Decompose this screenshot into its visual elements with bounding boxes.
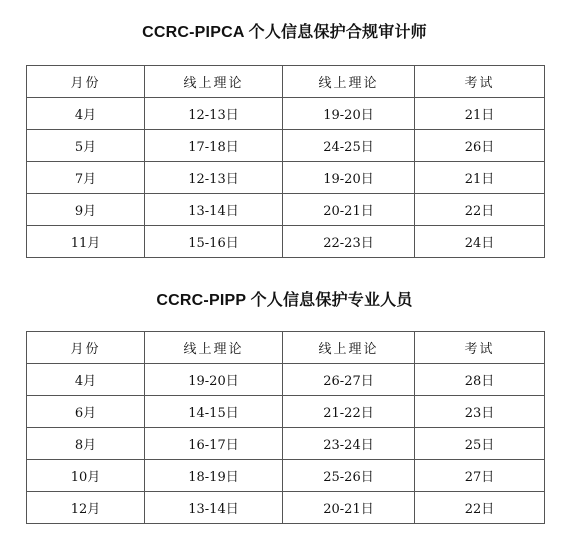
cell-online-theory-1: 14-15日 [145,396,283,428]
cell-online-theory-2: 21-22日 [283,396,415,428]
cell-online-theory-2: 24-25日 [283,130,415,162]
cell-online-theory-1: 13-14日 [145,492,283,524]
cell-month: 10月 [27,460,145,492]
cell-month: 7月 [27,162,145,194]
schedule-table-pipca [26,65,545,258]
table-row [27,460,545,492]
table-row [27,130,545,162]
cell-online-theory-1: 12-13日 [145,162,283,194]
cell-month: 4月 [27,98,145,130]
cell-month: 5月 [27,130,145,162]
cell-exam: 22日 [415,492,545,524]
header-month: 月份 [27,332,145,364]
cell-online-theory-1: 12-13日 [145,98,283,130]
cell-online-theory-2: 25-26日 [283,460,415,492]
cell-month: 9月 [27,194,145,226]
table-row [27,364,545,396]
cell-month: 11月 [27,226,145,258]
cell-exam: 21日 [415,162,545,194]
cell-online-theory-2: 19-20日 [283,98,415,130]
table-row [27,428,545,460]
cell-exam: 22日 [415,194,545,226]
section-title-pipp: CCRC-PIPP 个人信息保护专业人员 [156,292,413,309]
cell-online-theory-2: 22-23日 [283,226,415,258]
cell-online-theory-1: 19-20日 [145,364,283,396]
table-header-row [27,332,545,364]
cell-online-theory-2: 20-21日 [283,492,415,524]
table-row [27,194,545,226]
table-row [27,226,545,258]
cell-online-theory-1: 18-19日 [145,460,283,492]
header-online-theory-2: 线上理论 [283,332,415,364]
cell-online-theory-1: 15-16日 [145,226,283,258]
cell-exam: 28日 [415,364,545,396]
cell-exam: 21日 [415,98,545,130]
section-title-pipca: CCRC-PIPCA 个人信息保护合规审计师 [142,24,427,41]
cell-online-theory-2: 26-27日 [283,364,415,396]
header-online-theory-1: 线上理论 [145,332,283,364]
cell-month: 12月 [27,492,145,524]
cell-online-theory-1: 13-14日 [145,194,283,226]
cell-month: 8月 [27,428,145,460]
cell-exam: 23日 [415,396,545,428]
cell-online-theory-1: 17-18日 [145,130,283,162]
table-header-row [27,66,545,98]
schedule-table-pipp [26,331,545,524]
header-month: 月份 [27,66,145,98]
cell-month: 4月 [27,364,145,396]
cell-month: 6月 [27,396,145,428]
table-row [27,162,545,194]
cell-exam: 26日 [415,130,545,162]
cell-online-theory-1: 16-17日 [145,428,283,460]
cell-online-theory-2: 20-21日 [283,194,415,226]
header-exam: 考试 [415,332,545,364]
table-row [27,98,545,130]
cell-exam: 27日 [415,460,545,492]
cell-exam: 25日 [415,428,545,460]
cell-exam: 24日 [415,226,545,258]
cell-online-theory-2: 19-20日 [283,162,415,194]
header-exam: 考试 [415,66,545,98]
table-row [27,396,545,428]
table-row [27,492,545,524]
cell-online-theory-2: 23-24日 [283,428,415,460]
header-online-theory-1: 线上理论 [145,66,283,98]
header-online-theory-2: 线上理论 [283,66,415,98]
